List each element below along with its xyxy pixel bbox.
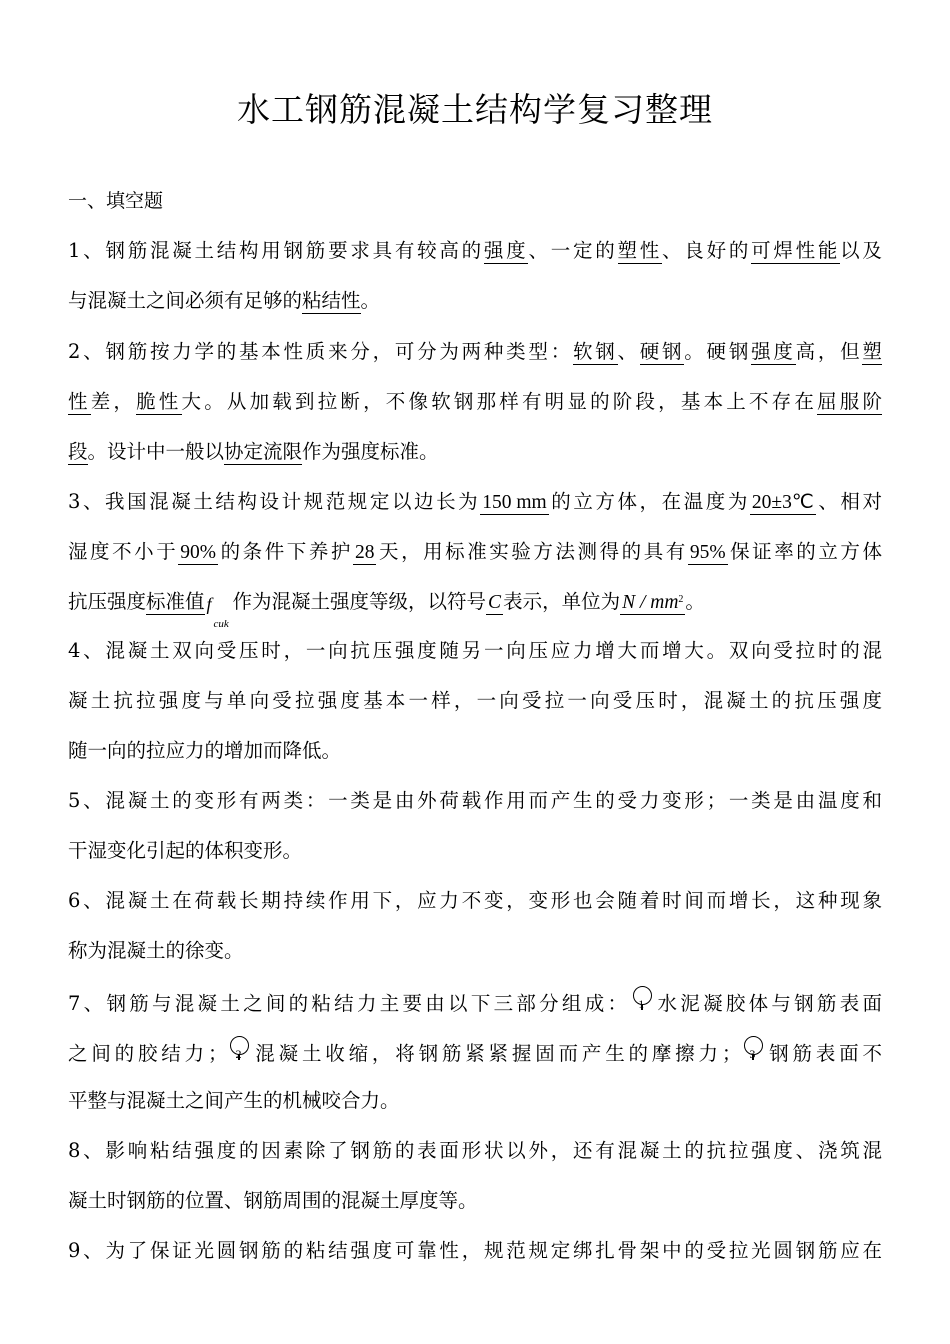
- text: 湿度不小于: [68, 540, 179, 563]
- blank-answer: 强度: [751, 340, 796, 363]
- item-3-line-3: [68, 587, 882, 630]
- text: 高，但: [795, 340, 863, 363]
- unit-text: N / mm: [622, 592, 679, 613]
- text: 保证率的立方体: [727, 540, 882, 563]
- blank-answer: 段: [68, 440, 88, 463]
- symbol-f: f: [206, 594, 212, 614]
- text: 的立方体，在温度为: [548, 490, 750, 513]
- text: 。: [360, 289, 381, 312]
- item-9-line-1: 9、为了保证光圆钢筋的粘结强度可靠性，规范规定绑扎骨架中的受拉光圆钢筋应在: [68, 1239, 882, 1262]
- item-3-line-1: [68, 487, 882, 517]
- blank-answer: 95%: [689, 542, 726, 563]
- blank-answer: 可焊性能: [751, 239, 841, 262]
- document-title: 水工钢筋混凝土结构学复习整理: [237, 90, 713, 129]
- text: 、一定的: [528, 239, 618, 262]
- circled-number-1: [630, 986, 654, 1012]
- blank-answer: 性: [68, 390, 91, 413]
- text: 7、钢筋与混凝土之间的粘结力主要由以下三部分组成：: [68, 992, 631, 1015]
- circled-digit: 1: [638, 997, 645, 1011]
- item-8-line-1: 8、影响粘结强度的因素除了钢筋的表面形状以外，还有混凝土的抗拉强度、浇筑混: [68, 1139, 882, 1162]
- text: 、相对: [815, 490, 882, 513]
- blank-answer: 屈服阶: [817, 390, 882, 413]
- text: 的条件下养护: [218, 540, 353, 563]
- item-1-line-1: [68, 236, 882, 266]
- item-3-line-2: [68, 537, 882, 567]
- item-5-line-2: 干湿变化引起的体积变形。: [68, 839, 303, 862]
- text: 抗压强度: [68, 590, 147, 613]
- text: 、良好的: [662, 239, 752, 262]
- circled-number-2: [227, 1036, 251, 1062]
- blank-answer: 标准值: [146, 590, 205, 613]
- text: 之间的胶结力；: [68, 1042, 228, 1065]
- item-7-line-3: 平整与混凝土之间产生的机械咬合力。: [68, 1089, 400, 1112]
- blank-answer: 协定流限: [224, 440, 303, 463]
- item-2-line-1: [68, 337, 882, 367]
- blank-answer: 脆性: [136, 390, 182, 413]
- text: 差，: [90, 390, 137, 413]
- text: 大。从加载到拉断，不像软钢那样有明显的阶段，基本上不存在: [181, 390, 818, 413]
- item-6-line-2: 称为混凝土的徐变。: [68, 939, 244, 962]
- blank-answer: 塑性: [617, 239, 663, 262]
- text: 作为强度标准。: [302, 440, 439, 463]
- blank-answer: 150 mm: [482, 492, 547, 513]
- text: 。: [685, 590, 705, 613]
- unit-exponent: 2: [678, 594, 684, 605]
- blank-answer: 28: [354, 542, 375, 563]
- circled-digit: 2: [235, 1047, 242, 1061]
- section-heading: 一、填空题: [68, 190, 164, 212]
- fcuk-symbol: [205, 587, 233, 630]
- text: 。硬钢: [684, 340, 752, 363]
- text: 1、钢筋混凝土结构用钢筋要求具有较高的: [68, 239, 484, 262]
- text: 以及: [840, 239, 882, 262]
- item-2-line-2: [68, 387, 882, 417]
- text: 2、钢筋按力学的基本性质来分，可分为两种类型：: [68, 340, 573, 363]
- item-7-line-2: [68, 1036, 882, 1069]
- text: 天，用标准实验方法测得的具有: [376, 540, 688, 563]
- item-2-line-3: [68, 437, 882, 467]
- item-5-line-1: 5、混凝土的变形有两类：一类是由外荷载作用而产生的受力变形；一类是由温度和: [68, 789, 882, 812]
- blank-answer: 塑: [862, 340, 882, 363]
- item-1-line-2: [68, 286, 882, 316]
- item-6-line-1: 6、混凝土在荷载长期持续作用下，应力不变，变形也会随着时间而增长，这种现象: [68, 889, 882, 912]
- text: 表示，单位为: [503, 590, 621, 613]
- blank-answer-unit: [620, 589, 685, 615]
- blank-answer: 强度: [483, 239, 529, 262]
- text: 。设计中一般以: [87, 440, 225, 463]
- text: 与混凝土之间必须有足够的: [68, 289, 303, 312]
- text: 作为混凝土强度等级，以符号: [232, 590, 487, 613]
- blank-answer: 粘结性: [302, 289, 361, 312]
- blank-answer: 90%: [180, 542, 217, 563]
- circled-number-3: [741, 1036, 765, 1062]
- text: 、: [617, 340, 640, 363]
- circled-digit: 3: [749, 1047, 756, 1061]
- text: 3、我国混凝土结构设计规范规定以边长为: [68, 490, 481, 513]
- blank-answer: C: [488, 592, 502, 613]
- blank-answer: 硬钢: [639, 340, 685, 363]
- item-4-line-3: 随一向的拉应力的增加而降低。: [68, 739, 342, 762]
- symbol-subscript: cuk: [213, 618, 229, 630]
- text: 水泥凝胶体与钢筋表面: [654, 992, 882, 1015]
- blank-answer: 20±3℃: [751, 492, 814, 513]
- blank-answer: 软钢: [572, 340, 618, 363]
- text: 混凝土收缩，将钢筋紧紧握固而产生的摩擦力；: [251, 1042, 742, 1065]
- item-7-line-1: [68, 986, 882, 1019]
- text: 钢筋表面不: [765, 1042, 882, 1065]
- item-8-line-2: 凝土时钢筋的位置、钢筋周围的混凝土厚度等。: [68, 1189, 478, 1212]
- item-4-line-1: 4、混凝土双向受压时，一向抗压强度随另一向压应力增大而增大。双向受拉时的混: [68, 639, 882, 662]
- item-4-line-2: 凝土抗拉强度与单向受拉强度基本一样，一向受拉一向受压时，混凝土的抗压强度: [68, 689, 882, 712]
